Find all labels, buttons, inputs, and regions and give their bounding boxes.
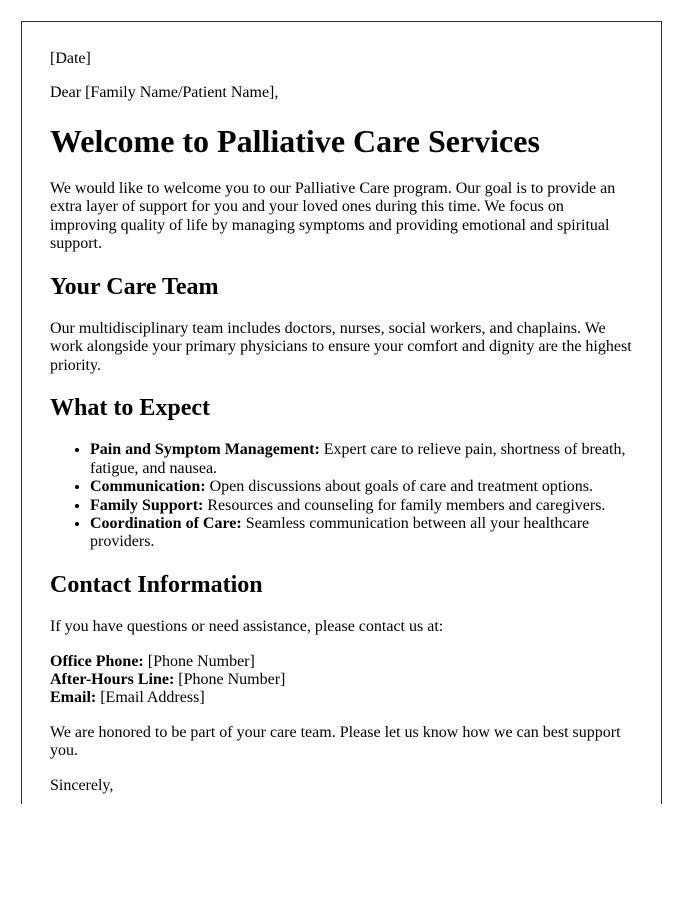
signoff: Sincerely,: [50, 776, 114, 794]
section-heading-contact: Contact Information: [50, 571, 263, 598]
contact-value-after-hours: [Phone Number]: [174, 671, 286, 688]
contact-value-office-phone: [Phone Number]: [143, 652, 255, 670]
list-item-label: Coordination of Care:: [90, 515, 242, 533]
section-heading-care-team: Your Care Team: [50, 273, 219, 300]
list-item-text: Resources and counseling for family members and caregivers.: [203, 496, 606, 514]
letter-page: [21, 21, 662, 804]
contact-label-email: Email:: [50, 689, 97, 707]
letter-title: Welcome to Palliative Care Services: [50, 122, 540, 159]
list-item-family-support: [90, 497, 633, 515]
date-line: [Date]: [50, 50, 91, 67]
list-item-pain-management: [90, 441, 633, 478]
list-item-text: Seamless communication between all your healthcare providers.: [90, 515, 590, 551]
expect-list: [50, 441, 633, 551]
list-item-communication: [90, 478, 633, 496]
contact-label-office-phone: Office Phone:: [50, 652, 144, 670]
closing-paragraph: We are honored to be part of your care team. Please let us know how we can best support you.: [50, 723, 621, 760]
care-team-paragraph: Our multidisciplinary team includes doctors, nurses, social workers, and chaplains. We work alongside your primary physicians to ensure your comfort and dignity are the highest priority.: [50, 319, 632, 374]
section-heading-what-to-expect: What to Expect: [50, 395, 210, 422]
list-item-text: Open discussions about goals of care and treatment options.: [205, 478, 594, 496]
list-item-text: Expert care to relieve pain, shortness of breath, fatigue, and nausea.: [90, 441, 626, 477]
contact-lead: If you have questions or need assistance, please contact us at:: [50, 618, 444, 636]
list-item-label: Family Support:: [90, 496, 204, 514]
contact-label-after-hours: After-Hours Line:: [50, 671, 175, 688]
list-item-label: Pain and Symptom Management:: [90, 441, 320, 459]
intro-paragraph: We would like to welcome you to our Palliative Care program. Our goal is to provide an extra layer of support for you and your loved ones during this time. We focus on improving quality of life by managing symptoms and providing emotional and spiritual support.: [50, 179, 616, 253]
list-item-coordination: [90, 515, 633, 552]
salutation: Dear [Family Name/Patient Name],: [50, 84, 279, 102]
contact-value-email: [Email Address]: [96, 689, 205, 707]
list-item-label: Communication:: [90, 478, 206, 496]
contact-details: [50, 653, 633, 708]
